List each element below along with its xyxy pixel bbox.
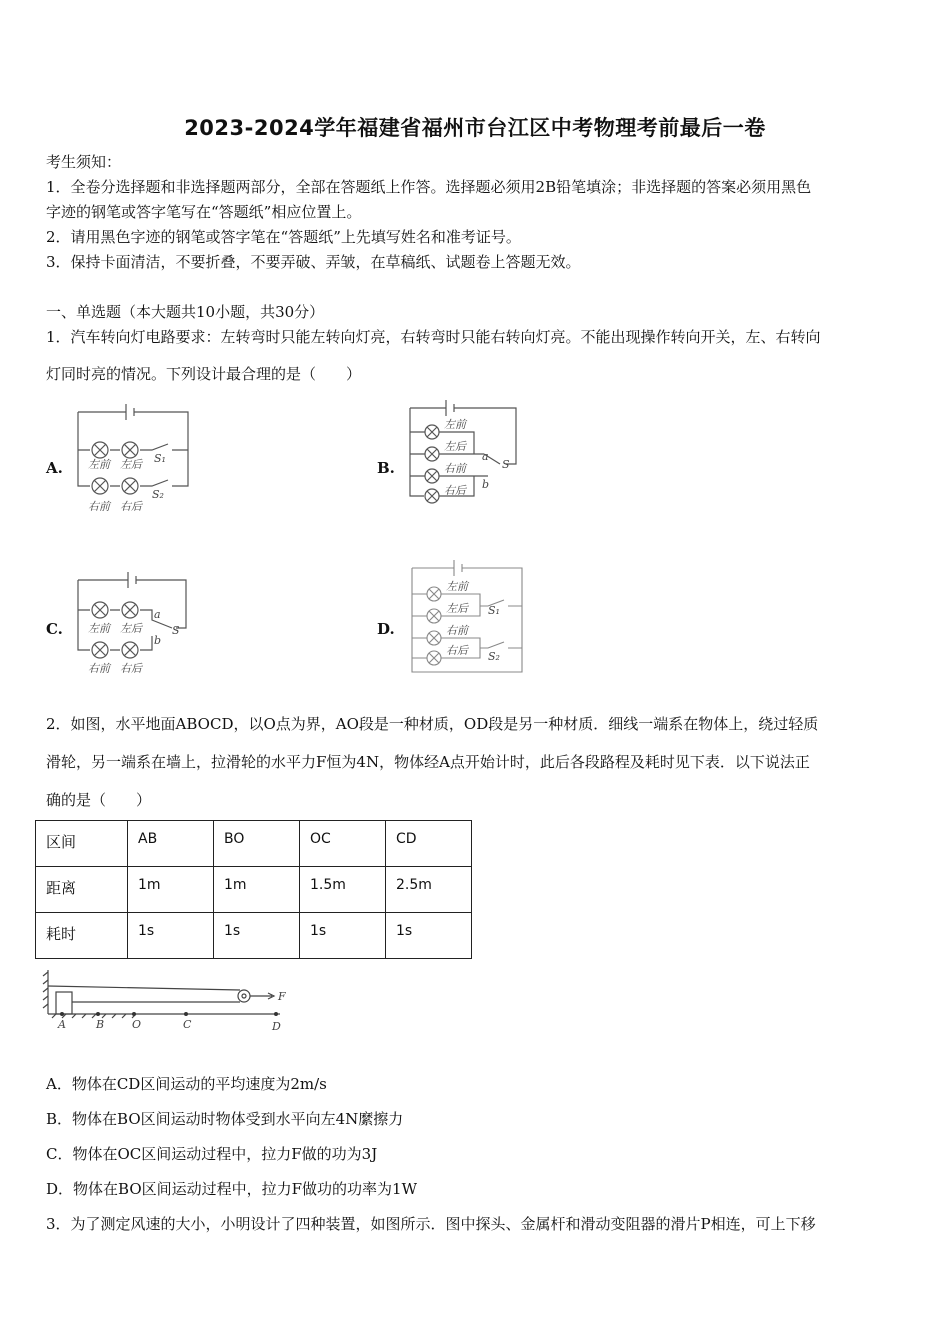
label-left-rear: 左后 [444, 440, 466, 453]
label-right-front: 右前 [88, 500, 110, 513]
circuit-figure-a [72, 398, 194, 518]
q1-stem-line1: 1．汽车转向灯电路要求：左转弯时只能左转向灯亮，右转弯时只能右转向灯亮。不能出现操作转向开关，左、右转向 [46, 328, 821, 346]
table-row [36, 867, 472, 913]
label-a: a [154, 608, 161, 621]
label-point-b: B [96, 1018, 105, 1031]
table-cell: AB [128, 821, 214, 867]
table-cell: 1s [386, 913, 472, 959]
circuit-figure-c [72, 566, 194, 680]
label-right-rear: 右后 [444, 484, 466, 497]
q1-option-b-label: B. [377, 459, 395, 477]
label-a: a [482, 450, 489, 463]
q2-option-c: C．物体在OC区间运动过程中，拉力F做的功为3J [46, 1145, 378, 1163]
label-left-front: 左前 [88, 458, 110, 471]
notice-heading: 考生须知： [46, 153, 122, 171]
label-point-c: C [183, 1018, 192, 1031]
table-cell: 距离 [36, 867, 128, 913]
q2-stem-line2: 滑轮，另一端系在墙上，拉滑轮的水平力F恒为4N，物体经A点开始计时，此后各段路程及耗时见下表．以下说法正 [46, 753, 810, 771]
table-cell: CD [386, 821, 472, 867]
notice-line: 1．全卷分选择题和非选择题两部分，全部在答题纸上作答。选择题必须用2B铅笔填涂；非选择题的答案必须用黑色 [46, 178, 812, 196]
notice-line: 2．请用黑色字迹的钢笔或答字笔在“答题纸”上先填写姓名和准考证号。 [46, 228, 521, 246]
table-cell: 1s [214, 913, 300, 959]
q2-stem-line3: 确的是（ ） [46, 791, 152, 809]
label-left-rear: 左后 [120, 458, 142, 471]
table-row [36, 913, 472, 959]
label-right-front: 右前 [444, 462, 466, 475]
q2-ground-figure [40, 966, 302, 1038]
label-right-rear: 右后 [120, 500, 142, 513]
label-left-rear: 左后 [446, 602, 468, 615]
label-right-rear: 右后 [120, 662, 142, 675]
label-s1: S₁ [154, 452, 166, 465]
label-b: b [154, 634, 162, 647]
q2-option-d: D．物体在BO区间运动过程中，拉力F做功的功率为1W [46, 1180, 417, 1198]
label-point-a: A [58, 1018, 66, 1031]
table-row [36, 821, 472, 867]
notice-line: 3．保持卡面清洁，不要折叠，不要弄破、弄皱，在草稿纸、试题卷上答题无效。 [46, 253, 581, 271]
label-right-front: 右前 [446, 624, 468, 637]
table-cell: 1s [300, 913, 386, 959]
label-right-front: 右前 [88, 662, 110, 675]
label-s: S [502, 458, 510, 471]
table-cell: OC [300, 821, 386, 867]
label-s1: S₁ [488, 604, 500, 617]
label-left-rear: 左后 [120, 622, 142, 635]
q1-stem-line2: 灯同时亮的情况。下列设计最合理的是（ ） [46, 365, 362, 383]
table-cell: BO [214, 821, 300, 867]
q3-stem-line1: 3．为了测定风速的大小，小明设计了四种装置，如图所示．图中探头、金属杆和滑动变阻器的滑片P相连，可上下移 [46, 1215, 816, 1233]
q2-stem-line1: 2．如图，水平地面ABOCD，以O点为界，AO段是一种材质，OD段是另一种材质．细线一端系在物体上，绕过轻质 [46, 715, 819, 733]
q2-option-b: B．物体在BO区间运动时物体受到水平向左4N縻擦力 [46, 1110, 404, 1128]
table-cell: 1m [214, 867, 300, 913]
table-cell: 区间 [36, 821, 128, 867]
label-s2: S₂ [488, 650, 500, 663]
label-right-rear: 右后 [446, 644, 468, 657]
label-force-f: F [278, 990, 286, 1003]
label-s2: S₂ [152, 488, 164, 501]
label-left-front: 左前 [446, 580, 468, 593]
q2-option-a: A．物体在CD区间运动的平均速度为2m/s [46, 1075, 327, 1093]
label-s: S [172, 624, 180, 637]
q2-data-table [35, 820, 472, 959]
table-cell: 1s [128, 913, 214, 959]
q1-option-d-label: D. [377, 620, 395, 638]
label-left-front: 左前 [444, 418, 466, 431]
table-cell: 1.5m [300, 867, 386, 913]
q1-option-c-label: C. [46, 620, 63, 638]
page-title: 2023-2024学年福建省福州市台江区中考物理考前最后一卷 [184, 116, 766, 140]
table-cell: 2.5m [386, 867, 472, 913]
table-cell: 耗时 [36, 913, 128, 959]
table-cell: 1m [128, 867, 214, 913]
circuit-figure-b [402, 394, 524, 518]
circuit-figure-d [404, 554, 528, 680]
label-point-o: O [132, 1018, 142, 1031]
label-left-front: 左前 [88, 622, 110, 635]
q1-option-a-label: A. [46, 459, 63, 477]
notice-line: 字迹的钢笔或答字笔写在“答题纸”相应位置上。 [46, 203, 362, 221]
section-heading: 一、单选题（本大题共10小题，共30分） [46, 303, 325, 321]
label-b: b [482, 478, 490, 491]
label-point-d: D [272, 1020, 281, 1033]
